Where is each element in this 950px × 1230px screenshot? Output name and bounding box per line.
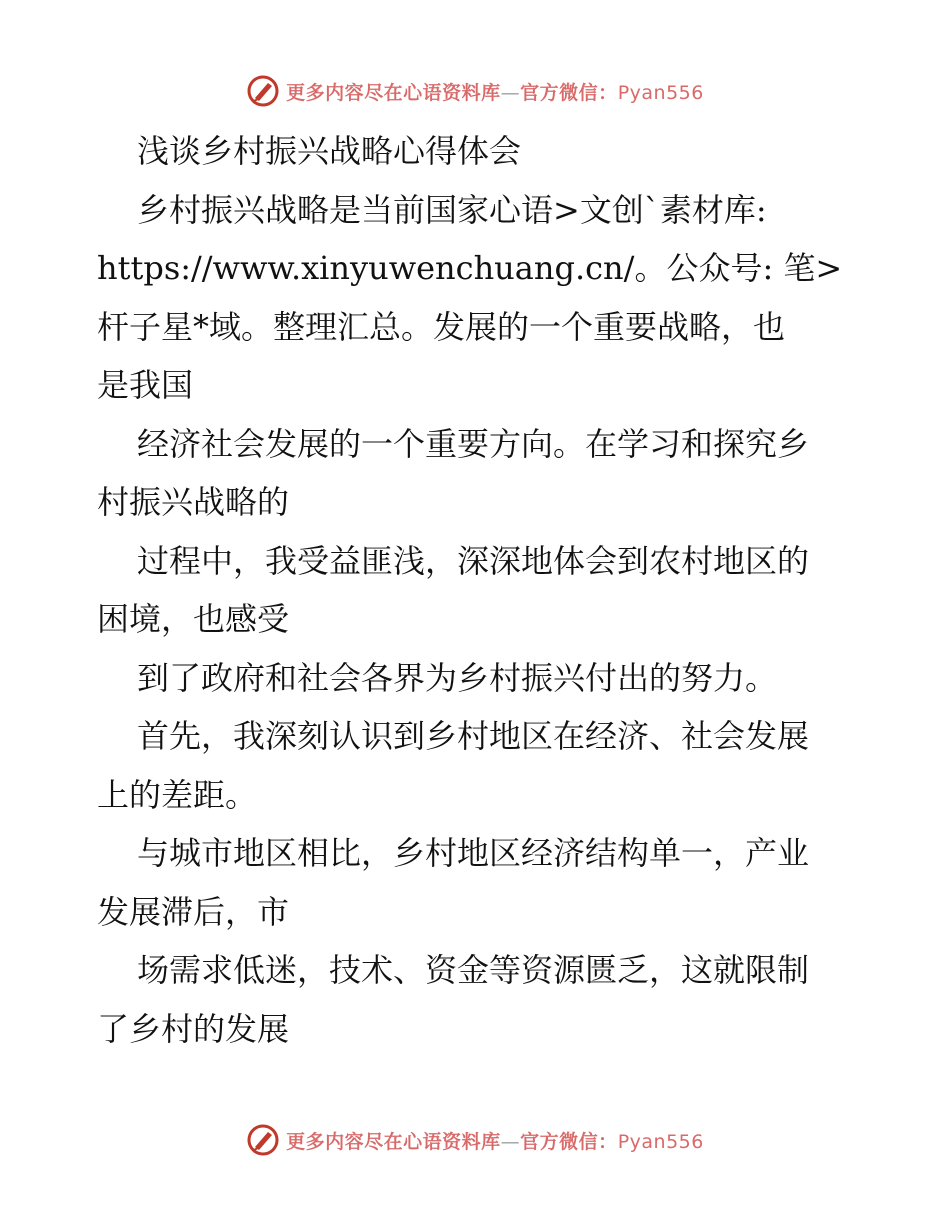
header-watermark [0, 71, 950, 111]
footer-watermark [0, 1120, 950, 1160]
watermark-text [286, 78, 704, 105]
text-line: 场需求低迷，技术、资金等资源匮乏，这就限制 [137, 951, 810, 989]
text-line: 了乡村的发展 [97, 1009, 290, 1048]
quill-seal-icon [246, 1123, 280, 1157]
text-line: 村振兴战略的 [97, 483, 290, 521]
text-line: 是我国 [97, 366, 194, 404]
watermark-label: 官方微信： [520, 1130, 618, 1153]
watermark-label: 官方微信： [520, 81, 618, 104]
watermark-separator: — [500, 1130, 521, 1153]
watermark-main: 更多内容尽在心语资料库 [286, 81, 501, 104]
watermark-separator: — [500, 81, 521, 104]
text-line: 首先，我深刻认识到乡村地区在经济、社会发展 [137, 717, 810, 755]
text-line: 困境，也感受 [97, 600, 290, 638]
text-line: 到了政府和社会各界为乡村振兴付出的努力。 [137, 658, 778, 697]
watermark-id: Pyan556 [617, 81, 704, 104]
text-line: 上的差距。 [97, 775, 258, 814]
text-line: 杆子星*域。整理汇总。发展的一个重要战略，也 [97, 307, 786, 346]
watermark-text [286, 1127, 704, 1154]
document-title: 浅谈乡村振兴战略心得体会 [137, 132, 522, 170]
text-line: 经济社会发展的一个重要方向。在学习和探究乡 [137, 424, 810, 463]
document-lines [97, 181, 857, 1059]
text-line: 与城市地区相比，乡村地区经济结构单一，产业 [137, 834, 810, 872]
text-line: 过程中，我受益匪浅，深深地体会到农村地区的 [137, 541, 810, 580]
quill-seal-icon [246, 74, 280, 108]
text-line: https://www.xinyuwenchuang.cn/。公众号: 笔> [97, 249, 843, 287]
text-line: 乡村振兴战略是当前国家心语>文创`素材库: [137, 190, 767, 229]
document-body [97, 122, 857, 1058]
watermark-main: 更多内容尽在心语资料库 [286, 1130, 501, 1153]
watermark-id: Pyan556 [617, 1130, 704, 1153]
text-line: 发展滞后，市 [97, 892, 290, 931]
